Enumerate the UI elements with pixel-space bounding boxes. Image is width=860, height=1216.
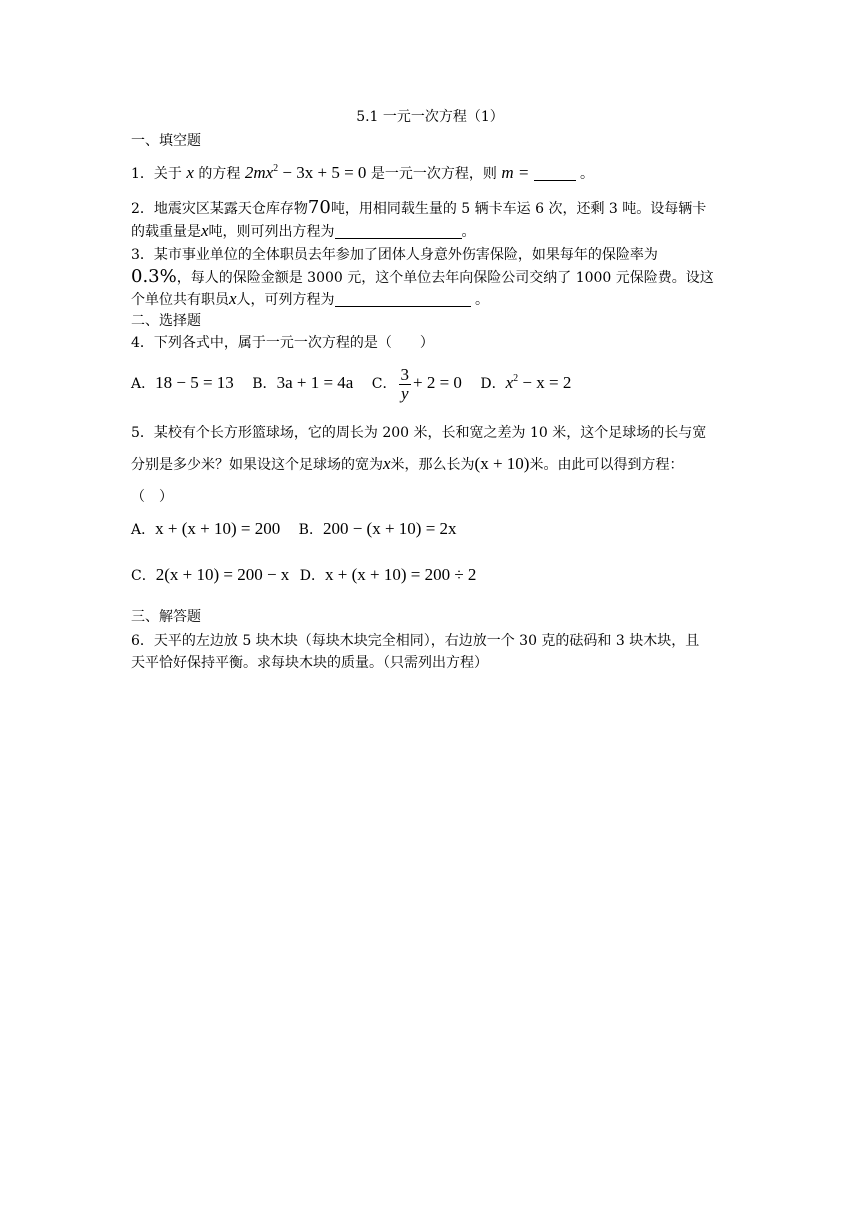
section-fill-in: 一、填空题 — [131, 133, 201, 149]
q2-number-70: 70 — [307, 197, 331, 218]
q5-option-b-label: B． — [298, 522, 323, 538]
q1-mid: 的方程 — [198, 166, 241, 182]
q3-answer-blank[interactable] — [335, 292, 471, 307]
q5-option-c[interactable]: 2(x + 10) = 200 − x — [155, 565, 290, 584]
question-5-paren: （ ） — [131, 489, 173, 505]
q4-option-c-label: C． — [371, 376, 397, 392]
q1-pre: 1．关于 — [131, 166, 182, 182]
q3-text-b: ，每人的保险金额是 3000 元，这个单位去年向保险公司交纳了 1000 元保险费。设这 — [176, 270, 714, 286]
question-5-options-cd — [131, 566, 730, 585]
q2-answer-blank[interactable] — [335, 224, 462, 239]
section-solve: 三、解答题 — [131, 609, 201, 625]
q2-text-c: 的载重量是 — [131, 224, 201, 240]
question-5-line-2 — [131, 455, 730, 474]
q3-rate: 0.3% — [131, 266, 177, 287]
q5-text-b: 米，那么长为 — [390, 457, 475, 473]
q5-option-b[interactable]: 200 − (x + 10) = 2x — [322, 519, 457, 538]
q1-term-2mx: 2mx — [244, 163, 274, 182]
q4-option-b-label: B． — [252, 376, 277, 392]
q2-text-d: 吨，则可列出方程为 — [208, 224, 335, 240]
q2-end: 。 — [461, 224, 476, 240]
q4-d-rest: − x = 2 — [518, 373, 572, 392]
q2-text-a: 2．地震灾区某露天仓库存物 — [131, 201, 308, 217]
question-5-line-1: 5．某校有个长方形篮球场，它的周长为 200 米，长和宽之差为 10 米，这个足球场的长与宽 — [131, 425, 707, 441]
q1-end: 。 — [580, 166, 595, 182]
question-5-options-ab — [131, 520, 730, 539]
q1-var-m: m = — [501, 163, 534, 182]
question-6-line-1: 6．天平的左边放 5 块木块（每块木块完全相同），右边放一个 30 克的砝码和 3 块木块，且 — [131, 633, 700, 649]
q3-end: 。 — [475, 292, 489, 308]
q5-option-c-label: C． — [131, 568, 156, 584]
section-multiple-choice: 二、选择题 — [131, 313, 201, 329]
q4-option-b[interactable]: 3a + 1 = 4a — [276, 373, 354, 392]
q4-d-exponent: 2 — [513, 373, 519, 384]
question-4-stem: 4．下列各式中，属于一元一次方程的是（ ） — [131, 335, 434, 351]
q4-option-d-label: D． — [480, 376, 506, 392]
question-4-options — [131, 364, 730, 404]
q4-fraction-numerator: 3 — [400, 364, 409, 384]
q5-expression: (x + 10) — [474, 454, 530, 473]
q5-option-a[interactable]: x + (x + 10) = 200 — [155, 519, 281, 538]
q1-post: 是一元一次方程，则 — [370, 166, 497, 182]
q5-option-d-label: D． — [299, 568, 325, 584]
q5-option-d[interactable]: x + (x + 10) = 200 ÷ 2 — [325, 565, 477, 584]
q4-option-d[interactable] — [506, 373, 572, 392]
question-6-line-2: 天平恰好保持平衡。求每块木块的质量。（只需列出方程） — [131, 655, 488, 671]
q1-equation — [245, 163, 367, 182]
q4-fraction-denominator: y — [400, 383, 409, 403]
page-title: 5.1 一元一次方程（1） — [356, 109, 504, 125]
q4-option-a[interactable]: 18 − 5 = 13 — [155, 373, 234, 392]
q5-text-c: 米。由此可以得到方程： — [529, 457, 684, 473]
q1-exponent: 2 — [273, 163, 279, 174]
question-3-line-2 — [131, 268, 730, 287]
q4-option-c-rest: + 2 = 0 — [413, 373, 462, 392]
question-2-line-1 — [131, 199, 730, 218]
q1-answer-blank[interactable] — [534, 166, 576, 181]
q5-option-a-label: A． — [131, 522, 156, 538]
q4-option-c-fraction[interactable] — [399, 366, 412, 403]
q4-option-a-label: A． — [131, 376, 156, 392]
q1-eq-rest: − 3x + 5 = 0 — [278, 163, 367, 182]
question-3-line-3 — [131, 290, 730, 309]
q3-var-x: x — [229, 289, 237, 308]
question-1 — [131, 164, 730, 183]
q3-text-c: 个单位共有职员 — [131, 292, 229, 308]
q5-var-x: x — [383, 454, 391, 473]
question-2-line-2 — [131, 222, 730, 241]
q4-d-var: x — [505, 373, 514, 392]
q3-text-d: 人，可列方程为 — [236, 292, 335, 308]
q5-text-a: 分别是多少米？如果设这个足球场的宽为 — [131, 457, 383, 473]
q2-text-b: 吨，用相同载生量的 5 辆卡车运 6 次，还剩 3 吨。设每辆卡 — [330, 201, 707, 217]
q2-var-x: x — [201, 221, 209, 240]
q1-var-x: x — [186, 163, 194, 182]
question-3-line-1: 3．某市事业单位的全体职员去年参加了团体人身意外伤害保险，如果每年的保险率为 — [131, 247, 658, 263]
